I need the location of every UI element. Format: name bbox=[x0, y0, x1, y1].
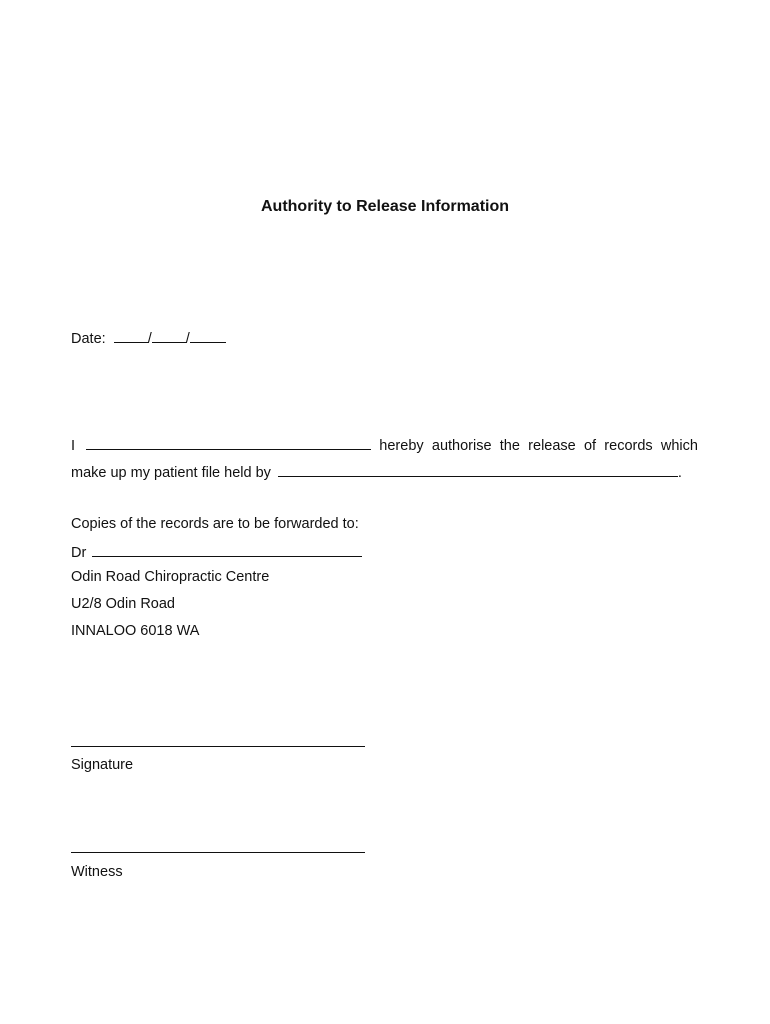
authorisation-word: release bbox=[528, 438, 576, 454]
forwarding-heading: Copies of the records are to be forwarded to: bbox=[71, 516, 359, 532]
authorisation-word: the bbox=[499, 438, 520, 454]
doctor-name-field[interactable] bbox=[92, 543, 362, 557]
date-label: Date: bbox=[71, 331, 106, 347]
date-month-field[interactable] bbox=[152, 329, 186, 343]
authorisation-pronoun: I bbox=[71, 438, 76, 454]
held-by-field[interactable] bbox=[278, 463, 678, 477]
authorisation-line-2 bbox=[71, 463, 682, 481]
date-separator-1: / bbox=[147, 331, 152, 347]
authorisation-word: of bbox=[583, 438, 597, 454]
authorisation-word: which bbox=[660, 438, 698, 454]
authorisation-word: hereby bbox=[379, 438, 424, 454]
authorisation-word: authorise bbox=[431, 438, 492, 454]
address-line: Odin Road Chiropractic Centre bbox=[71, 569, 270, 585]
witness-line[interactable] bbox=[71, 852, 365, 853]
held-by-label: make up my patient file held by bbox=[71, 465, 271, 481]
doctor-line bbox=[71, 543, 362, 561]
date-year-field[interactable] bbox=[190, 329, 226, 343]
signature-label: Signature bbox=[71, 757, 134, 773]
witness-label: Witness bbox=[71, 864, 123, 880]
sentence-end: . bbox=[677, 465, 682, 481]
authorisation-word: records bbox=[604, 438, 653, 454]
date-line bbox=[71, 329, 226, 347]
address-line: U2/8 Odin Road bbox=[71, 596, 175, 612]
address-line: INNALOO 6018 WA bbox=[71, 623, 200, 639]
date-day-field[interactable] bbox=[114, 329, 148, 343]
authorisation-line-1 bbox=[71, 436, 698, 454]
date-separator-2: / bbox=[185, 331, 190, 347]
signature-line[interactable] bbox=[71, 746, 365, 747]
doctor-prefix: Dr bbox=[71, 545, 87, 561]
document-title: Authority to Release Information bbox=[260, 198, 510, 215]
patient-name-field[interactable] bbox=[86, 436, 371, 450]
